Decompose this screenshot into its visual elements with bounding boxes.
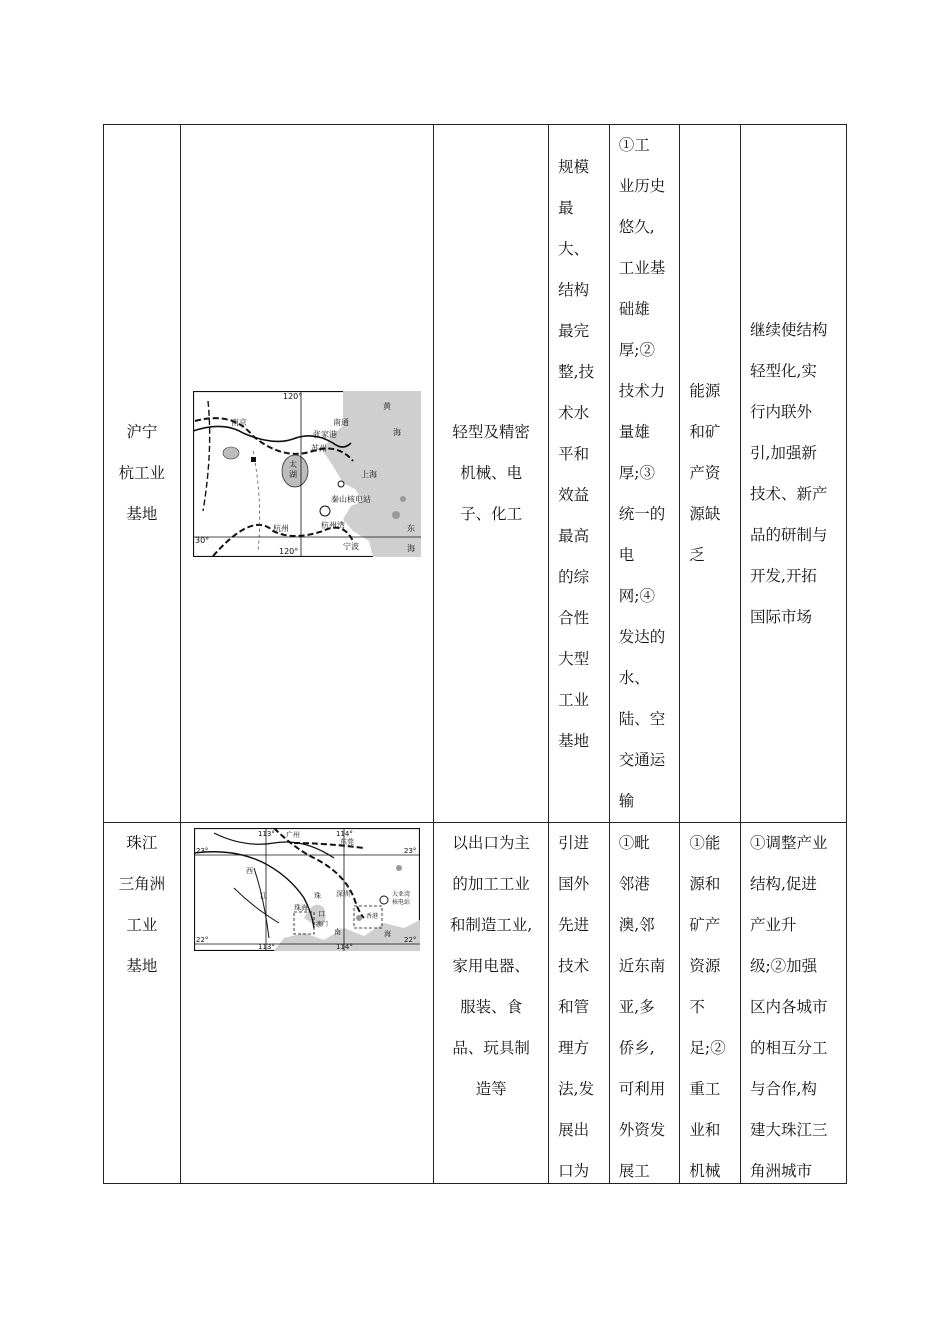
map-label: 114°	[335, 943, 353, 951]
map-label: 黄	[382, 401, 391, 411]
feature-text: 引进 国外 先进 技术 和管 理方 法,发 展出 口为	[558, 834, 595, 1180]
problem-text: 能源 和矿 产资 源缺 乏	[689, 382, 721, 564]
map-label: 23°	[195, 847, 209, 855]
problem-cell	[680, 125, 741, 823]
map-label: 22°	[403, 936, 417, 944]
base-name-cell	[104, 125, 181, 823]
advantage-cell	[609, 823, 680, 1184]
pearl-river-delta-map	[194, 828, 420, 951]
map-label: 广州	[285, 831, 300, 839]
map-label: 东	[406, 523, 415, 533]
industry-cell	[434, 125, 549, 823]
feature-cell	[549, 125, 610, 823]
map-label: 杭州湾	[320, 520, 345, 530]
map-label: 珠	[313, 892, 321, 900]
map-label: 113°	[257, 830, 275, 838]
map-label: 114°	[335, 830, 353, 838]
map-cell	[180, 125, 433, 823]
map-label: 大亚湾	[391, 891, 410, 898]
direction-text: ①调整产业 结构,促进 产业升 级;②加强 区内各城市 的相互分工 与合作,构 建大珠江三 角洲城市	[749, 834, 828, 1180]
map-label: 22°	[195, 936, 209, 944]
feature-cell	[549, 823, 610, 1184]
shanghai-nanjing-hangzhou-map	[193, 391, 421, 557]
map-label: 海	[383, 930, 391, 938]
map-label: 核电站	[391, 899, 410, 906]
table-row	[104, 823, 847, 1184]
map-label: 澳门	[315, 921, 328, 928]
map-label: 上海	[360, 469, 377, 479]
base-name-cell	[104, 823, 181, 1184]
advantage-text: ①毗 邻港 澳,邻 近东南 亚,多 侨乡, 可利用 外资发 展工	[618, 834, 666, 1180]
table-row	[104, 125, 847, 823]
map-label: 苏州	[310, 443, 327, 453]
map-label: 香港	[365, 913, 378, 920]
industrial-base-table	[103, 124, 847, 1184]
map-label: 30°	[194, 535, 210, 545]
map-label: 南	[333, 928, 341, 936]
map-label: 南京	[230, 417, 247, 427]
main-industry: 轻型及精密 机械、电 子、化工	[452, 423, 530, 523]
map-label: 口	[317, 910, 325, 918]
map-label: 珠海	[293, 904, 308, 912]
map-label: 深圳	[335, 890, 350, 898]
map-label: 杭州	[272, 523, 289, 533]
problem-text: ①能 源和 矿产 资源 不 足;② 重工 业和 机械	[689, 834, 726, 1180]
map-label: 海	[406, 543, 415, 553]
map-cell	[180, 823, 433, 1184]
map-label: 太	[288, 459, 297, 469]
direction-cell	[740, 823, 846, 1184]
map-label: 120°	[282, 391, 303, 401]
direction-text: 继续使结构 轻型化,实 行内联外 引,加强新 技术、新产 品的研制与 开发,开拓 国际市场	[749, 320, 828, 626]
map-label: 宁波	[342, 541, 359, 551]
map-label: 113°	[257, 943, 275, 951]
map-label: 海	[392, 427, 401, 437]
feature-text: 规模 最 大、 结构 最完 整,技 术水 平和 效益 最高 的综 合性 大型 工业 基地	[558, 158, 595, 750]
map-label: 23°	[403, 847, 417, 855]
base-name: 珠江 三角洲 工业 基地	[118, 834, 166, 975]
map-label: 南通	[332, 417, 349, 427]
nuclear-plant-icon	[380, 896, 388, 904]
map-label: 东莞	[339, 838, 354, 846]
advantage-text: ①工 业历史 悠久, 工业基 础雄 厚;② 技术力 量雄 厚;③ 统一的 电 网;④ 发达的 水、 陆、空 交通运 输	[618, 136, 666, 810]
map-label: 湖	[288, 469, 297, 479]
base-name: 沪宁 杭工业 基地	[118, 423, 166, 523]
industry-cell	[434, 823, 549, 1184]
advantage-cell	[609, 125, 680, 823]
problem-cell	[680, 823, 741, 1184]
direction-cell	[740, 125, 846, 823]
map-label: 西	[245, 867, 253, 875]
map-label: 秦山核电站	[330, 494, 371, 504]
map-label: 江	[259, 892, 267, 900]
map-label: 张家港	[312, 429, 337, 439]
nuclear-plant-icon	[320, 506, 330, 516]
main-industry: 以出口为主 的加工工业 和制造工业, 家用电器、 服装、食 品、玩具制 造等	[449, 834, 533, 1098]
map-label: 120°	[278, 546, 299, 556]
